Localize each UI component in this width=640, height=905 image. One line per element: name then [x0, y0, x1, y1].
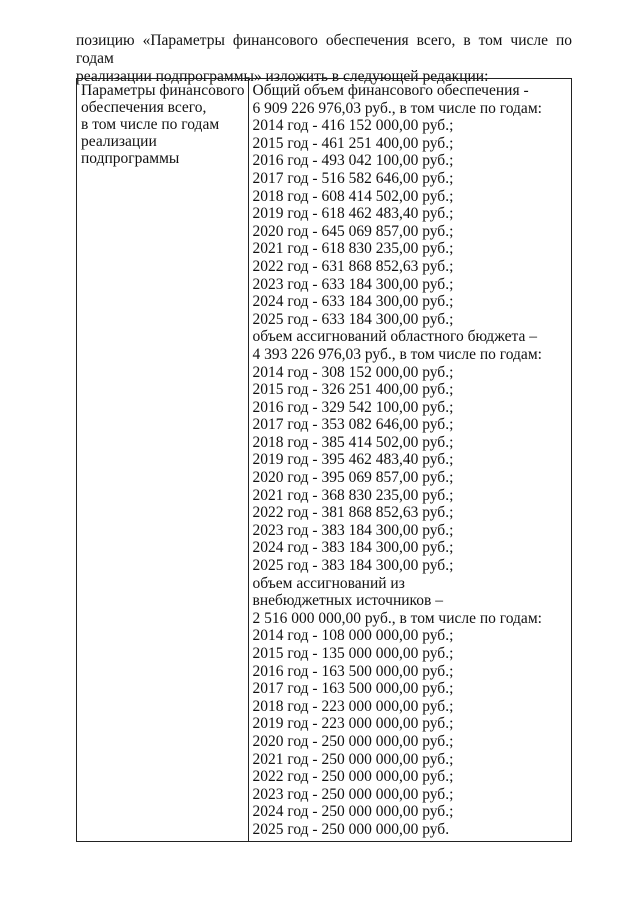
financing-line: 2023 год - 250 000 000,00 руб.; — [252, 785, 454, 803]
financing-line: 2022 год - 250 000 000,00 руб.; — [252, 768, 454, 786]
financing-line: 2014 год - 308 152 000,00 руб.; — [252, 363, 454, 381]
financing-line: 2020 год - 645 069 857,00 руб.; — [252, 222, 454, 240]
financing-line: 2023 год - 633 184 300,00 руб.; — [252, 275, 454, 293]
parameter-value-cell — [248, 79, 571, 842]
financing-line: 2024 год - 633 184 300,00 руб.; — [252, 293, 454, 311]
financing-line: 2020 год - 250 000 000,00 руб.; — [252, 732, 454, 750]
financing-line: 2016 год - 163 500 000,00 руб.; — [252, 662, 454, 680]
financing-line: 2017 год - 353 082 646,00 руб.; — [252, 416, 454, 434]
financing-line: 2022 год - 381 868 852,63 руб.; — [252, 504, 454, 522]
financing-line: 4 393 226 976,03 руб., в том числе по годам: — [252, 345, 542, 363]
financing-line: 2015 год - 461 251 400,00 руб.; — [252, 134, 454, 152]
financing-line: 2025 год - 250 000 000,00 руб. — [252, 820, 450, 838]
financing-line: 2019 год - 618 462 483,40 руб.; — [252, 205, 454, 223]
financing-line: 2016 год - 329 542 100,00 руб.; — [252, 398, 454, 416]
financing-line: 2017 год - 163 500 000,00 руб.; — [252, 680, 454, 698]
financing-line: 2016 год - 493 042 100,00 руб.; — [252, 152, 454, 170]
parameter-name-line: подпрограммы — [81, 150, 180, 167]
parameter-name-cell — [77, 79, 249, 842]
parameter-name-line: обеспечения всего, — [81, 99, 207, 116]
financing-line: 2020 год - 395 069 857,00 руб.; — [252, 469, 454, 487]
parameter-name-line: в том числе по годам — [81, 116, 220, 133]
financing-line: 2014 год - 108 000 000,00 руб.; — [252, 627, 454, 645]
financing-parameters-table — [76, 78, 572, 842]
financing-line: 2023 год - 383 184 300,00 руб.; — [252, 521, 454, 539]
parameter-name-line: реализации — [81, 133, 157, 150]
financing-line: 2014 год - 416 152 000,00 руб.; — [252, 117, 454, 135]
financing-line: 2021 год - 368 830 235,00 руб.; — [252, 486, 454, 504]
financing-line: 2021 год - 618 830 235,00 руб.; — [252, 240, 454, 258]
financing-line: 2015 год - 326 251 400,00 руб.; — [252, 381, 454, 399]
financing-line: 2024 год - 383 184 300,00 руб.; — [252, 539, 454, 557]
financing-line: внебюджетных источников – — [252, 592, 443, 610]
financing-line: 2021 год - 250 000 000,00 руб.; — [252, 750, 454, 768]
financing-line: 2022 год - 631 868 852,63 руб.; — [252, 257, 454, 275]
table-row — [77, 79, 572, 842]
financing-line: 2 516 000 000,00 руб., в том числе по годам: — [252, 609, 542, 627]
financing-line: 2015 год - 135 000 000,00 руб.; — [252, 645, 454, 662]
financing-line: 2018 год - 608 414 502,00 руб.; — [252, 187, 454, 205]
financing-line: 2019 год - 395 462 483,40 руб.; — [252, 451, 454, 469]
financing-line: 2024 год - 250 000 000,00 руб.; — [252, 803, 454, 821]
parameter-name-line: Параметры финансового — [81, 82, 245, 99]
financing-line: объем ассигнований областного бюджета – — [252, 328, 538, 346]
financing-line: 6 909 226 976,03 руб., в том числе по годам: — [252, 99, 542, 117]
financing-line: Общий объем финансового обеспечения - — [252, 82, 529, 99]
financing-line: 2025 год - 383 184 300,00 руб.; — [252, 557, 454, 575]
financing-line: объем ассигнований из — [252, 574, 405, 592]
financing-line: 2025 год - 633 184 300,00 руб.; — [252, 310, 454, 328]
intro-line-1: позицию «Параметры финансового обеспечения всего, в том числе по годам — [76, 32, 572, 67]
financing-line: 2018 год - 223 000 000,00 руб.; — [252, 697, 454, 715]
intro-line-2: реализации подпрограммы» изложить в следующей редакции: — [76, 68, 489, 85]
financing-line: 2019 год - 223 000 000,00 руб.; — [252, 715, 454, 733]
financing-line: 2018 год - 385 414 502,00 руб.; — [252, 433, 454, 451]
financing-line: 2017 год - 516 582 646,00 руб.; — [252, 169, 454, 187]
